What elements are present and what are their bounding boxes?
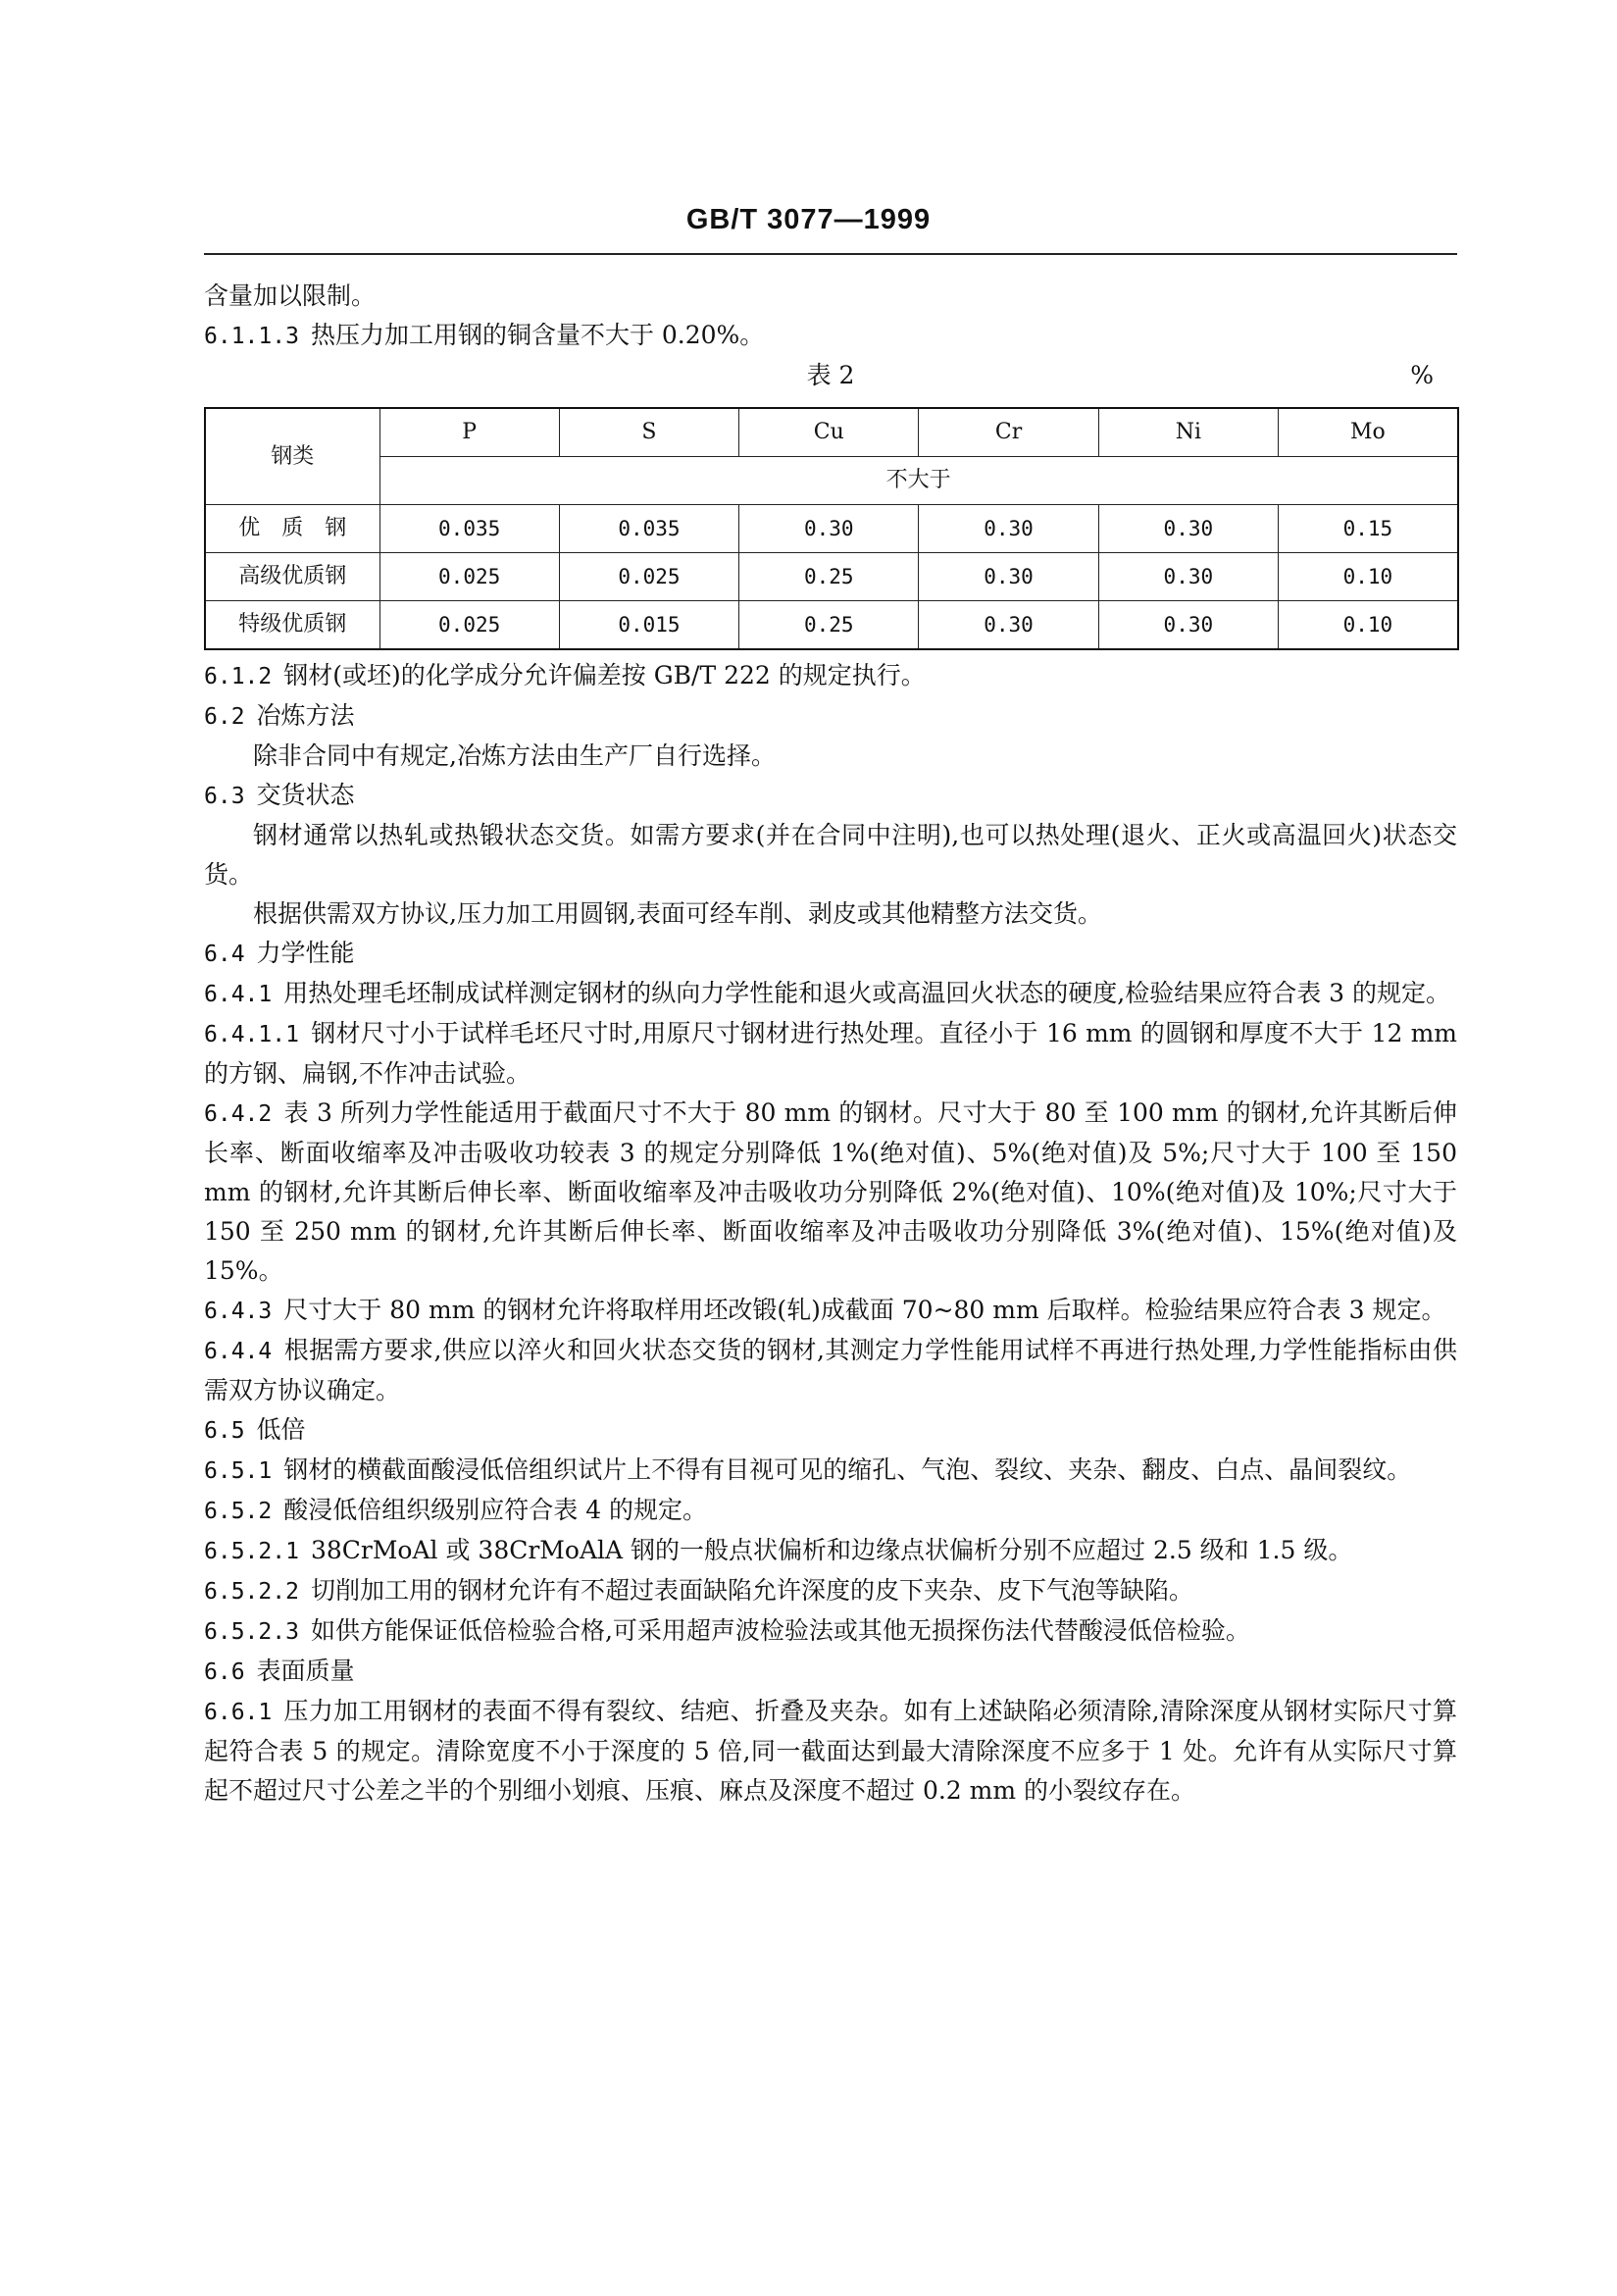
table-cell: 0.10 — [1278, 601, 1457, 650]
paragraph — [204, 1571, 1457, 1611]
paragraph-text: 酸浸低倍组织级别应符合表 4 的规定。 — [283, 1496, 708, 1524]
paragraph-text: 钢材通常以热轧或热锻状态交货。如需方要求(并在合同中注明),也可以热处理(退火、正火或高温回火)状态交货。 — [204, 821, 1457, 889]
top-paragraphs — [204, 277, 1457, 356]
clause-number: 6.4 — [204, 942, 245, 967]
paragraph-text: 钢材的横截面酸浸低倍组织试片上不得有目视可见的缩孔、气泡、裂纹、夹杂、翻皮、白点、晶间裂纹。 — [283, 1455, 1412, 1484]
paragraph — [204, 316, 1457, 356]
paragraph-text: 除非合同中有规定,冶炼方法由生产厂自行选择。 — [253, 741, 776, 770]
clause-number: 6.4.3 — [204, 1299, 273, 1324]
table-cell: 0.30 — [919, 505, 1098, 553]
paragraph — [204, 816, 1457, 894]
table-2-caption: 表 2 — [806, 361, 855, 389]
table-2-column-header: S — [559, 408, 738, 457]
steel-class-label: 优 质 钢 — [205, 505, 379, 553]
paragraph-text: 低倍 — [256, 1415, 306, 1444]
steel-class-label: 高级优质钢 — [205, 553, 379, 601]
table-2-column-header: Cr — [919, 408, 1098, 457]
table-cell: 0.035 — [379, 505, 559, 553]
table-2-column-header: P — [379, 408, 559, 457]
table-row — [205, 601, 1458, 650]
paragraph-text: 钢材(或坯)的化学成分允许偏差按 GB/T 222 的规定执行。 — [283, 661, 926, 689]
main-paragraphs — [204, 656, 1457, 1811]
paragraph-text: 用热处理毛坯制成试样测定钢材的纵向力学性能和退火或高温回火状态的硬度,检验结果应符合表 3 的规定。 — [283, 979, 1451, 1007]
paragraph-text: 钢材尺寸小于试样毛坯尺寸时,用原尺寸钢材进行热处理。直径小于 16 mm 的圆钢和厚度不大于 12 mm 的方钢、扁钢,不作冲击试验。 — [204, 1019, 1457, 1088]
paragraph-text: 如供方能保证低倍检验合格,可采用超声波检验法或其他无损探伤法代替酸浸低倍检验。 — [310, 1616, 1250, 1645]
paragraph — [204, 934, 1457, 974]
header-rule — [204, 253, 1457, 255]
table-row — [205, 553, 1458, 601]
paragraph — [204, 1014, 1457, 1094]
paragraph-text: 38CrMoAl 或 38CrMoAlA 钢的一般点状偏析和边缘点状偏析分别不应超过 2.5 级和 1.5 级。 — [310, 1536, 1353, 1564]
table-2-caption-row — [204, 356, 1457, 399]
paragraph — [204, 1410, 1457, 1451]
standard-code-header: GB/T 3077—1999 — [685, 204, 932, 235]
paragraph-text: 表面质量 — [256, 1657, 355, 1685]
table-2-corner-header: 钢类 — [205, 408, 379, 505]
clause-number: 6.2 — [204, 704, 245, 730]
paragraph — [204, 1331, 1457, 1410]
clause-number: 6.4.4 — [204, 1339, 273, 1364]
table-cell: 0.30 — [1098, 505, 1278, 553]
paragraph — [204, 1652, 1457, 1692]
table-row — [205, 505, 1458, 553]
paragraph — [204, 974, 1457, 1014]
clause-number: 6.5.2.1 — [204, 1539, 299, 1564]
table-2-unit: % — [1410, 361, 1434, 389]
paragraph-text: 交货状态 — [256, 781, 355, 809]
table-2-subheader-row — [205, 457, 1458, 505]
clause-number: 6.5.2.3 — [204, 1619, 299, 1645]
clause-number: 6.1.2 — [204, 664, 273, 689]
table-cell: 0.30 — [919, 601, 1098, 650]
paragraph — [204, 1491, 1457, 1531]
clause-number: 6.5 — [204, 1418, 245, 1444]
clause-number: 6.5.2 — [204, 1499, 273, 1524]
paragraph-text: 热压力加工用钢的铜含量不大于 0.20%。 — [310, 321, 765, 349]
clause-number: 6.4.1 — [204, 982, 273, 1007]
paragraph-text: 含量加以限制。 — [204, 281, 377, 310]
paragraph — [204, 1611, 1457, 1652]
table-cell: 0.30 — [739, 505, 919, 553]
table-cell: 0.025 — [379, 601, 559, 650]
paragraph — [204, 656, 1457, 696]
table-cell: 0.30 — [1098, 553, 1278, 601]
paragraph-text: 根据需方要求,供应以淬火和回火状态交货的钢材,其测定力学性能用试样不再进行热处理,力学性能指标由供需双方协议确定。 — [204, 1336, 1457, 1404]
paragraph — [204, 1692, 1457, 1811]
clause-number: 6.4.1.1 — [204, 1022, 299, 1047]
table-cell: 0.30 — [919, 553, 1098, 601]
paragraph-text: 压力加工用钢材的表面不得有裂纹、结疤、折叠及夹杂。如有上述缺陷必须清除,清除深度从钢材实际尺寸算起符合表 5 的规定。清除宽度不小于深度的 5 倍,同一截面达到最大清除深度不应多于 1 处。允许有从实际尺寸算起不超过尺寸公差之半的个别细小划痕、压痕、麻点及深度不超过 0.2 mm 的小裂纹存在。 — [204, 1697, 1457, 1805]
clause-number: 6.1.1.3 — [204, 324, 299, 349]
paragraph — [204, 277, 1457, 316]
clause-number: 6.6 — [204, 1659, 245, 1685]
table-cell: 0.035 — [559, 505, 738, 553]
table-cell: 0.025 — [379, 553, 559, 601]
paragraph-text: 根据供需双方协议,压力加工用圆钢,表面可经车削、剥皮或其他精整方法交货。 — [253, 899, 1102, 928]
steel-class-label: 特级优质钢 — [205, 601, 379, 650]
paragraph-text: 表 3 所列力学性能适用于截面尺寸不大于 80 mm 的钢材。尺寸大于 80 至 100 mm 的钢材,允许其断后伸长率、断面收缩率及冲击吸收功较表 3 的规定分别降低 1%(绝对值)、5%(绝对值)及 5%;尺寸大于 100 至 150 mm 的钢材,允许其断后伸长率、断面收缩率及冲击吸收功分别降低 2%(绝对值)、10%(绝对值)及 10%;尺寸大于 150 至 250 mm 的钢材,允许其断后伸长率、断面收缩率及冲击吸收功分别降低 3%(绝对值)、15%(绝对值)及 15%。 — [204, 1098, 1457, 1285]
clause-number: 6.6.1 — [204, 1700, 273, 1725]
paragraph — [204, 1291, 1457, 1331]
table-cell: 0.15 — [1278, 505, 1457, 553]
paragraph — [204, 737, 1457, 776]
paragraph — [204, 1451, 1457, 1491]
paragraph-text: 冶炼方法 — [256, 701, 355, 730]
table-cell: 0.025 — [559, 553, 738, 601]
paragraph-text: 切削加工用的钢材允许有不超过表面缺陷允许深度的皮下夹杂、皮下气泡等缺陷。 — [310, 1576, 1193, 1605]
paragraph — [204, 776, 1457, 816]
table-2-column-header: Mo — [1278, 408, 1457, 457]
paragraph — [204, 1094, 1457, 1291]
table-cell: 0.015 — [559, 601, 738, 650]
clause-number: 6.5.1 — [204, 1458, 273, 1484]
table-2-body — [205, 505, 1458, 650]
table-cell: 0.30 — [1098, 601, 1278, 650]
table-2-subheader: 不大于 — [379, 457, 1458, 505]
table-cell: 0.10 — [1278, 553, 1457, 601]
table-2-header-row — [205, 408, 1458, 457]
table-2 — [204, 407, 1459, 650]
paragraph-text: 尺寸大于 80 mm 的钢材允许将取样用坯改锻(轧)成截面 70~80 mm 后取样。检验结果应符合表 3 规定。 — [283, 1296, 1446, 1324]
clause-number: 6.4.2 — [204, 1101, 273, 1127]
table-2-column-header: Cu — [739, 408, 919, 457]
table-cell: 0.25 — [739, 601, 919, 650]
paragraph — [204, 1531, 1457, 1571]
paragraph — [204, 894, 1457, 934]
paragraph-text: 力学性能 — [256, 939, 355, 967]
paragraph — [204, 696, 1457, 737]
clause-number: 6.3 — [204, 784, 245, 809]
table-2-column-header: Ni — [1098, 408, 1278, 457]
document-body — [204, 277, 1457, 1811]
table-cell: 0.25 — [739, 553, 919, 601]
clause-number: 6.5.2.2 — [204, 1579, 299, 1605]
